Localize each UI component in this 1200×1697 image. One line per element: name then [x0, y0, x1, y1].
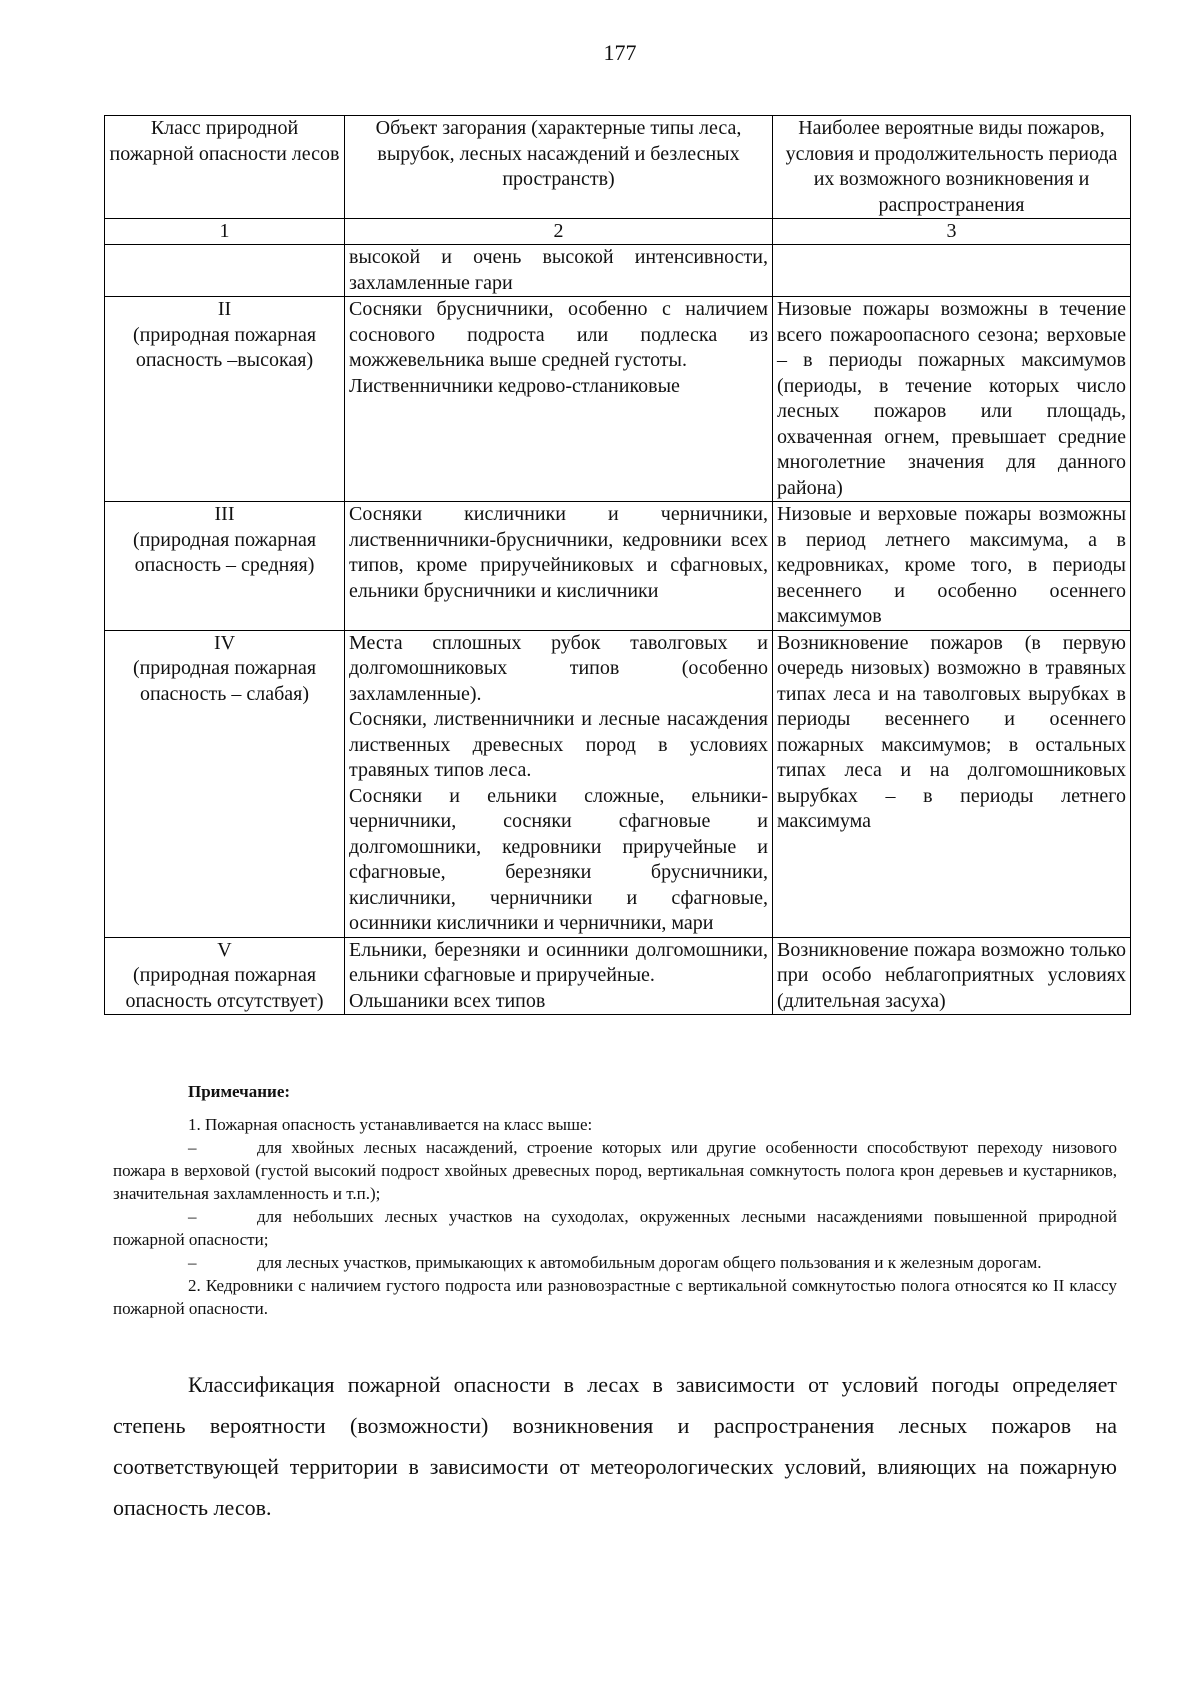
object-cell [345, 937, 773, 1015]
object-text: Места сплошных рубок таволговых и долгомошниковых типов (особенно захламленные). [349, 631, 768, 705]
table-row [105, 297, 1131, 502]
notes-title: Примечание: [188, 1082, 291, 1101]
class-cell [105, 502, 345, 631]
header-object: Объект загорания (характерные типы леса, вырубок, лесных насаждений и безлесных пространств) [345, 116, 773, 219]
object-text: Сосняки, лиственничники и лесные насаждения лиственных древесных пород в условиях травяных типов леса. [349, 708, 768, 781]
class-cell [105, 297, 345, 502]
dash-marker: – [188, 1207, 197, 1226]
class-cell [105, 937, 345, 1015]
note-bullet-text: для лесных участков, примыкающих к автомобильным дорогам общего пользования и к железным дорогам. [257, 1253, 1042, 1272]
fires-cell: Возникновение пожара возможно только при особо неблагоприятных условиях (длительная засуха) [773, 937, 1131, 1015]
class-cell [105, 245, 345, 297]
note-bullet [113, 1136, 1117, 1205]
page-number: 177 [603, 40, 637, 65]
object-text: Сосняки брусничники, особенно с наличием соснового подроста или подлеска из можжевельника выше средней густоты. [349, 298, 768, 371]
column-number: 2 [345, 219, 773, 245]
class-number: IV [213, 631, 236, 654]
note-bullet-text: для небольших лесных участков на суходолах, окруженных лесными насаждениями повышенной природной пожарной опасности; [113, 1207, 1117, 1249]
class-description: (природная пожарная опасность отсутствует) [125, 964, 324, 1012]
object-text: Ельники, березняки и осинники долгомошники, ельники сфагновые и приручейные. [349, 938, 768, 986]
class-description: (природная пожарная опасность – средняя) [132, 528, 317, 576]
class-number: II [217, 298, 232, 320]
dash-marker: – [188, 1138, 197, 1157]
note-item: 1. Пожарная опасность устанавливается на класс выше: [188, 1115, 593, 1134]
table-header-row [105, 116, 1131, 219]
table-row [105, 630, 1131, 937]
fires-cell [773, 245, 1131, 297]
table-row [105, 937, 1131, 1015]
column-number-row [105, 219, 1131, 245]
object-cell [345, 630, 773, 937]
fire-danger-table [104, 115, 1131, 1015]
object-text: Лиственничники кедрово-стланиковые [349, 374, 680, 397]
column-number: 3 [773, 219, 1131, 245]
note-item: 2. Кедровники с наличием густого подроста или разновозрастные с вертикальной сомкнутостью полога относятся ко II классу пожарной опасности. [113, 1276, 1117, 1318]
object-text: Сосняки кисличники и черничники, лиственничники-брусничники, кедровники всех типов, кроме приручейниковых и сфагновых, ельники брусничники и кисличники [349, 503, 768, 602]
column-number: 1 [105, 219, 345, 245]
class-description: (природная пожарная опасность –высокая) [132, 323, 317, 371]
object-cell [345, 297, 773, 502]
note-bullet [113, 1205, 1117, 1251]
fires-cell: Возникновение пожаров (в первую очередь низовых) возможно в травяных типах леса и на таволговых вырубках в периоды весеннего и осеннего пожарных максимумов; в остальных типах леса и на долгомошниковых вырубках – в периоды летнего максимума [773, 630, 1131, 937]
object-text: Ольшаники всех типов [349, 989, 546, 1012]
object-cell: высокой и очень высокой интенсивности, захламленные гари [345, 245, 773, 297]
object-text: Сосняки и ельники сложные, ельники-черничники, сосняки сфагновые и долгомошники, кедровники приручейные и сфагновые, березняки брусничники, кисличники, черничники и сфагновые, осинники кисличники и черничники, мари [349, 784, 768, 934]
fires-cell: Низовые и верховые пожары возможны в период летнего максимума, а в кедровниках, кроме того, в периоды весеннего и особенно осеннего максимумов [773, 502, 1131, 631]
fires-cell: Низовые пожары возможны в течение всего пожароопасного сезона; верховые – в периоды пожарных максимумов (периоды, в течение которых число лесных пожаров или площадь, охваченная огнем, превышает средние многолетние значения для данного района) [773, 297, 1131, 502]
dash-marker: – [188, 1253, 197, 1272]
class-description: (природная пожарная опасность – слабая) [132, 657, 317, 705]
object-cell [345, 502, 773, 631]
table-row [105, 502, 1131, 631]
header-fires: Наиболее вероятные виды пожаров, условия и продолжительность периода их возможного возникновения и распространения [773, 116, 1131, 219]
class-number: V [217, 938, 232, 961]
class-number: III [214, 503, 235, 525]
notes-section [113, 1080, 1117, 1320]
note-bullet-text: для хвойных лесных насаждений, строение которых или другие особенности способствуют переходу низового пожара в верховой (густой высокий подрост хвойных древесных пород, вертикальная сомкнутость полога крон деревьев и кустарников, значительная захламленность и т.п.); [113, 1138, 1117, 1203]
class-cell [105, 630, 345, 937]
note-bullet [113, 1251, 1117, 1274]
header-class: Класс природной пожарной опасности лесов [105, 116, 345, 219]
body-paragraph: Классификация пожарной опасности в лесах в зависимости от условий погоды определяет степень вероятности (возможности) возникновения и распространения лесных пожаров на соответствующей территории в зависимости от метеорологических условий, влияющих на пожарную опасность лесов. [113, 1372, 1117, 1520]
table-row [105, 245, 1131, 297]
